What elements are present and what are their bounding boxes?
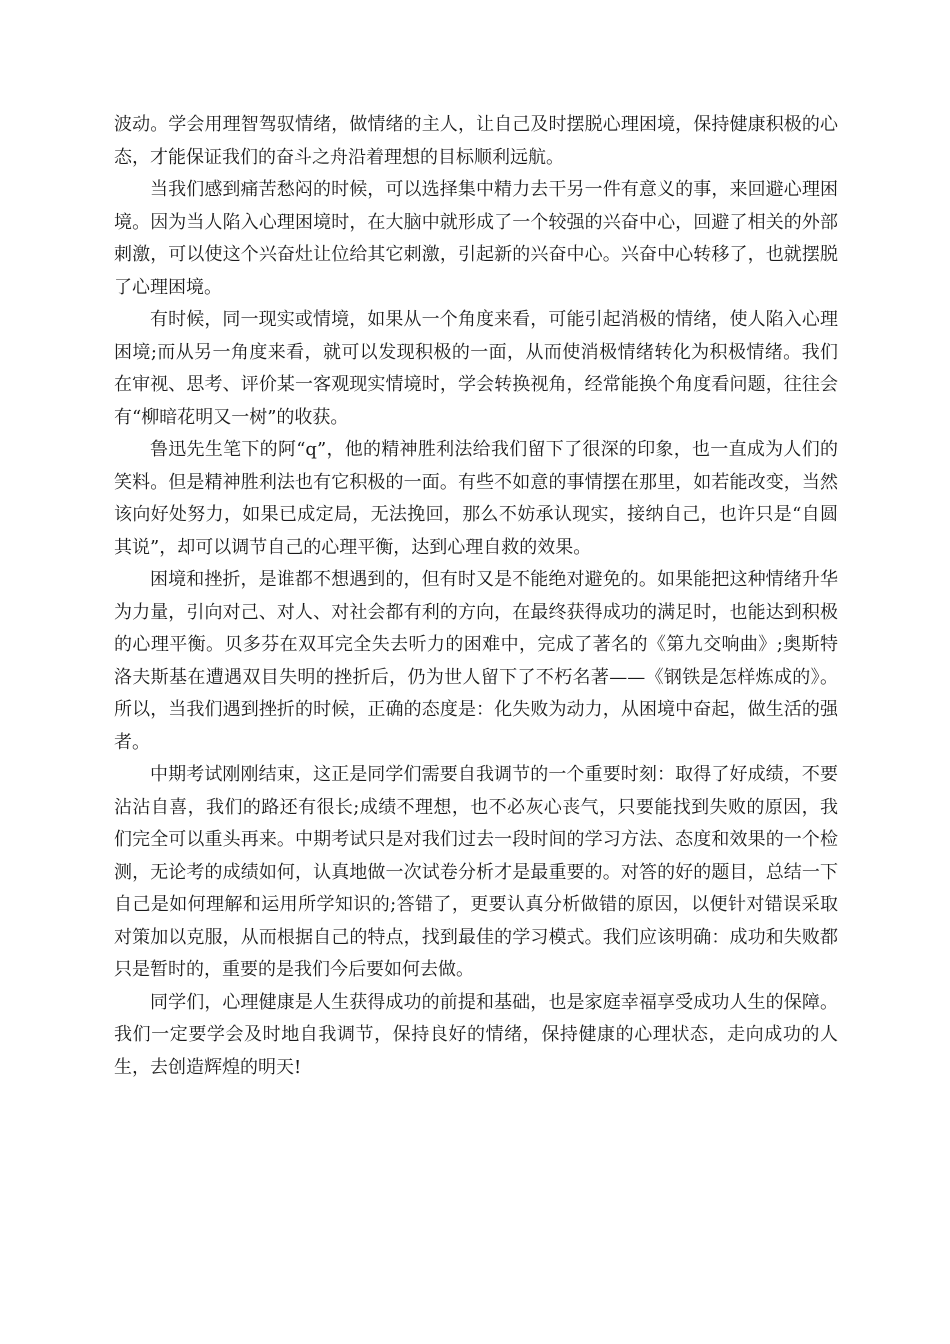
paragraph-avoid-distress: 当我们感到痛苦愁闷的时候，可以选择集中精力去干另一件有意义的事，来回避心理困境。因为当人陷入心理困境时，在大脑中就形成了一个较强的兴奋中心，回避了相关的外部刺激，可以使这个兴奋灶让位给其它刺激，引起新的兴奋中心。兴奋中心转移了，也就摆脱了心理困境。 [114, 179, 838, 298]
document-body [114, 109, 838, 1084]
paragraph-continuation: 波动。学会用理智驾驭情绪，做情绪的主人，让自己及时摆脱心理困境，保持健康积极的心态，才能保证我们的奋斗之舟沿着理想的目标顺利远航。 [114, 114, 838, 168]
paragraph-luxun-ah-q: 鲁迅先生笔下的阿“q”，他的精神胜利法给我们留下了很深的印象，也一直成为人们的笑料。但是精神胜利法也有它积极的一面。有些不如意的事情摆在那里，如若能改变，当然该向好处努力，如果已成定局，无法挽回，那么不妨承认现实，接纳自己，也许只是“自圆其说”，却可以调节自己的心理平衡，达到心理自救的效果。 [114, 439, 838, 558]
paragraph-midterm-exam: 中期考试刚刚结束，这正是同学们需要自我调节的一个重要时刻：取得了好成绩，不要沾沾自喜，我们的路还有很长;成绩不理想，也不必灰心丧气，只要能找到失败的原因，我们完全可以重头再来。中期考试只是对我们过去一段时间的学习方法、态度和效果的一个检测，无论考的成绩如何，认真地做一次试卷分析才是最重要的。对答的好的题目，总结一下自己是如何理解和运用所学知识的;答错了，更要认真分析做错的原因，以便针对错误采取对策加以克服，从而根据自己的特点，找到最佳的学习模式。我们应该明确：成功和失败都只是暂时的，重要的是我们今后要如何去做。 [114, 764, 838, 980]
paragraph-conclusion: 同学们，心理健康是人生获得成功的前提和基础，也是家庭幸福享受成功人生的保障。我们一定要学会及时地自我调节，保持良好的情绪，保持健康的心理状态，走向成功的人生，去创造辉煌的明天! [114, 991, 838, 1078]
paragraph-adversity: 困境和挫折，是谁都不想遇到的，但有时又是不能绝对避免的。如果能把这种情绪升华为力量，引向对己、对人、对社会都有利的方向，在最终获得成功的满足时，也能达到积极的心理平衡。贝多芬在双耳完全失去听力的困难中，完成了著名的《第九交响曲》;奥斯特洛夫斯基在遭遇双目失明的挫折后，仍为世人留下了不朽名著——《钢铁是怎样炼成的》。所以，当我们遇到挫折的时候，正确的态度是：化失败为动力，从困境中奋起，做生活的强者。 [114, 569, 838, 753]
paragraph-change-perspective: 有时候，同一现实或情境，如果从一个角度来看，可能引起消极的情绪，使人陷入心理困境;而从另一角度来看，就可以发现积极的一面，从而使消极情绪转化为积极情绪。我们在审视、思考、评价某一客观现实情境时，学会转换视角，经常能换个角度看问题，往往会有“柳暗花明又一树”的收获。 [114, 309, 838, 428]
